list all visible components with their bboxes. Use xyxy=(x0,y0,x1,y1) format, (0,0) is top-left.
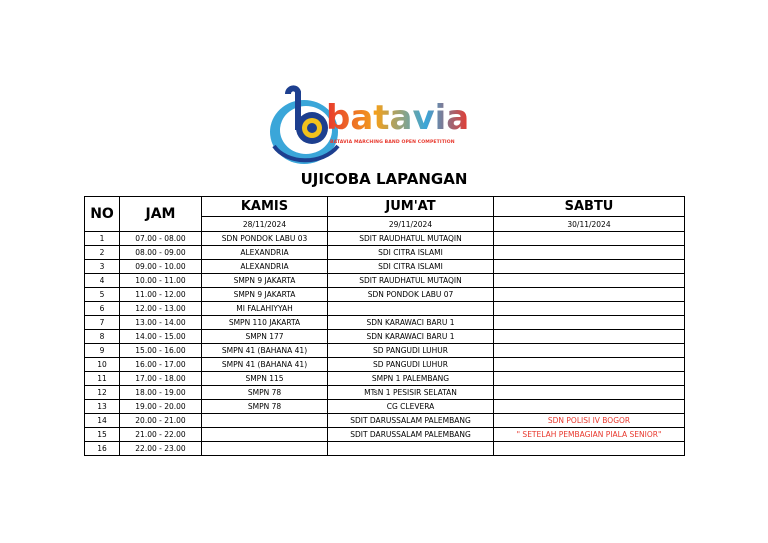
cell-kamis: SMPN 9 JAKARTA xyxy=(202,288,328,302)
cell-sabtu xyxy=(494,246,685,260)
cell-sabtu xyxy=(494,232,685,246)
cell-jam: 22.00 - 23.00 xyxy=(120,442,202,456)
header-day-jumat: JUM'AT xyxy=(328,197,494,217)
cell-kamis: SMPN 110 JAKARTA xyxy=(202,316,328,330)
table-row xyxy=(85,442,685,456)
cell-kamis: SMPN 41 (BAHANA 41) xyxy=(202,344,328,358)
cell-sabtu xyxy=(494,372,685,386)
table-row xyxy=(85,288,685,302)
cell-jumat xyxy=(328,302,494,316)
cell-kamis: ALEXANDRIA xyxy=(202,246,328,260)
cell-no: 5 xyxy=(85,288,120,302)
cell-sabtu xyxy=(494,316,685,330)
table-row xyxy=(85,428,685,442)
cell-jam: 12.00 - 13.00 xyxy=(120,302,202,316)
cell-no: 14 xyxy=(85,414,120,428)
cell-jumat: SDN KARAWACI BARU 1 xyxy=(328,330,494,344)
cell-jam: 10.00 - 11.00 xyxy=(120,274,202,288)
schedule-table xyxy=(84,196,685,456)
table-row xyxy=(85,400,685,414)
cell-sabtu xyxy=(494,274,685,288)
cell-jumat: SDIT RAUDHATUL MUTAQIN xyxy=(328,274,494,288)
cell-jam: 15.00 - 16.00 xyxy=(120,344,202,358)
cell-no: 2 xyxy=(85,246,120,260)
cell-jumat: SD PANGUDI LUHUR xyxy=(328,344,494,358)
cell-kamis xyxy=(202,414,328,428)
cell-jam: 19.00 - 20.00 xyxy=(120,400,202,414)
cell-kamis: MI FALAHIYYAH xyxy=(202,302,328,316)
header-date-sabtu: 30/11/2024 xyxy=(494,217,685,232)
table-row xyxy=(85,260,685,274)
cell-no: 4 xyxy=(85,274,120,288)
cell-kamis: SDN PONDOK LABU 03 xyxy=(202,232,328,246)
cell-jam: 09.00 - 10.00 xyxy=(120,260,202,274)
cell-no: 6 xyxy=(85,302,120,316)
cell-no: 16 xyxy=(85,442,120,456)
header-no: NO xyxy=(85,197,120,232)
cell-no: 8 xyxy=(85,330,120,344)
header-date-kamis: 28/11/2024 xyxy=(202,217,328,232)
cell-sabtu xyxy=(494,442,685,456)
cell-jumat: SDIT DARUSSALAM PALEMBANG xyxy=(328,414,494,428)
cell-jumat: CG CLEVERA xyxy=(328,400,494,414)
batavia-logo xyxy=(266,84,486,170)
cell-no: 1 xyxy=(85,232,120,246)
table-row xyxy=(85,246,685,260)
cell-jumat: SDI CITRA ISLAMI xyxy=(328,246,494,260)
cell-no: 15 xyxy=(85,428,120,442)
cell-kamis: SMPN 9 JAKARTA xyxy=(202,274,328,288)
header-date-jumat: 29/11/2024 xyxy=(328,217,494,232)
cell-no: 12 xyxy=(85,386,120,400)
cell-sabtu xyxy=(494,260,685,274)
cell-sabtu: SDN POLISI IV BOGOR xyxy=(494,414,685,428)
cell-no: 3 xyxy=(85,260,120,274)
table-row xyxy=(85,274,685,288)
header-jam: JAM xyxy=(120,197,202,232)
cell-jumat xyxy=(328,442,494,456)
cell-no: 11 xyxy=(85,372,120,386)
cell-jam: 16.00 - 17.00 xyxy=(120,358,202,372)
cell-jam: 08.00 - 09.00 xyxy=(120,246,202,260)
cell-jam: 07.00 - 08.00 xyxy=(120,232,202,246)
cell-jam: 18.00 - 19.00 xyxy=(120,386,202,400)
header-day-sabtu: SABTU xyxy=(494,197,685,217)
cell-jumat: SDN PONDOK LABU 07 xyxy=(328,288,494,302)
logo-tagline: BATAVIA MARCHING BAND OPEN COMPETITION xyxy=(330,140,455,145)
table-row xyxy=(85,330,685,344)
cell-jam: 13.00 - 14.00 xyxy=(120,316,202,330)
cell-sabtu xyxy=(494,400,685,414)
table-row xyxy=(85,302,685,316)
page-title: UJICOBA LAPANGAN xyxy=(300,170,468,188)
cell-kamis xyxy=(202,428,328,442)
cell-jumat: SD PANGUDI LUHUR xyxy=(328,358,494,372)
cell-kamis: SMPN 177 xyxy=(202,330,328,344)
cell-kamis: SMPN 115 xyxy=(202,372,328,386)
cell-kamis: SMPN 78 xyxy=(202,400,328,414)
cell-jumat: SDN KARAWACI BARU 1 xyxy=(328,316,494,330)
cell-sabtu xyxy=(494,344,685,358)
table-row xyxy=(85,372,685,386)
cell-kamis xyxy=(202,442,328,456)
cell-no: 7 xyxy=(85,316,120,330)
cell-no: 13 xyxy=(85,400,120,414)
cell-sabtu xyxy=(494,330,685,344)
table-row xyxy=(85,316,685,330)
cell-kamis: SMPN 78 xyxy=(202,386,328,400)
cell-kamis: SMPN 41 (BAHANA 41) xyxy=(202,358,328,372)
table-row xyxy=(85,414,685,428)
cell-no: 9 xyxy=(85,344,120,358)
cell-jam: 14.00 - 15.00 xyxy=(120,330,202,344)
cell-jumat: SDIT RAUDHATUL MUTAQIN xyxy=(328,232,494,246)
cell-jumat: SDIT DARUSSALAM PALEMBANG xyxy=(328,428,494,442)
table-row xyxy=(85,232,685,246)
cell-jam: 20.00 - 21.00 xyxy=(120,414,202,428)
logo-wordmark: batavia xyxy=(326,98,470,138)
table-row xyxy=(85,386,685,400)
table-row xyxy=(85,358,685,372)
cell-jam: 11.00 - 12.00 xyxy=(120,288,202,302)
cell-sabtu xyxy=(494,302,685,316)
cell-sabtu: " SETELAH PEMBAGIAN PIALA SENIOR" xyxy=(494,428,685,442)
cell-sabtu xyxy=(494,386,685,400)
cell-no: 10 xyxy=(85,358,120,372)
cell-sabtu xyxy=(494,288,685,302)
cell-jumat: SMPN 1 PALEMBANG xyxy=(328,372,494,386)
cell-jam: 17.00 - 18.00 xyxy=(120,372,202,386)
table-row xyxy=(85,344,685,358)
cell-sabtu xyxy=(494,358,685,372)
cell-jam: 21.00 - 22.00 xyxy=(120,428,202,442)
cell-kamis: ALEXANDRIA xyxy=(202,260,328,274)
cell-jumat: MTsN 1 PESISIR SELATAN xyxy=(328,386,494,400)
header-day-kamis: KAMIS xyxy=(202,197,328,217)
cell-jumat: SDI CITRA ISLAMI xyxy=(328,260,494,274)
